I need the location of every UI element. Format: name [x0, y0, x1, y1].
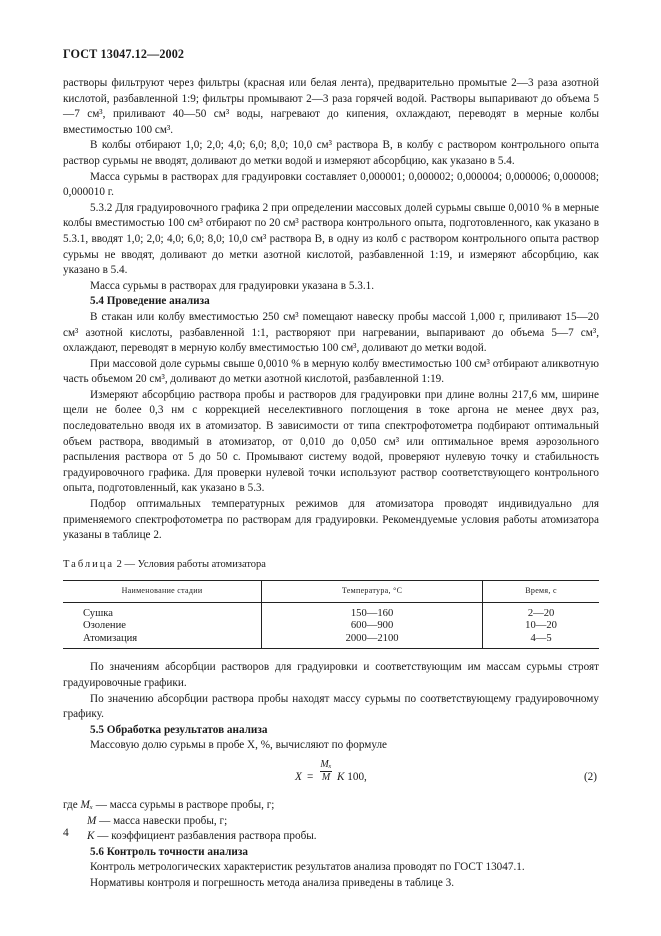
formula-rest	[337, 770, 367, 786]
table-cell-time: 2—20	[483, 602, 599, 620]
paragraph-find-mass: По значению абсорбции раствора пробы находят массу сурьмы по соответствующему градуировочному графику.	[63, 692, 599, 721]
table-cell-temperature: 2000—2100	[262, 633, 483, 649]
paragraph-temperature-modes: Подбор оптимальных температурных режимов для атомизатора проводят индивидуально для применяемого спектрофотометра по растворам для градуировки. Рекомендуемые условия работы атомизатора указаны в таблице 2.	[63, 498, 599, 542]
formula-fraction	[320, 759, 332, 784]
definition-mx	[63, 798, 599, 814]
formula-definitions	[63, 798, 599, 845]
definition-symbol: Mₓ	[80, 798, 93, 811]
table-caption	[63, 557, 599, 573]
paragraph-formula-intro: Массовую долю сурьмы в пробе X, %, вычисляют по формуле	[90, 739, 387, 752]
definition-symbol: K	[87, 830, 95, 843]
section-heading-5-6: 5.6 Контроль точности анализа	[90, 845, 248, 858]
table-row	[63, 620, 599, 633]
table-cell-temperature: 600—900	[262, 620, 483, 633]
definition-m	[63, 814, 599, 830]
table-cell-stage: Атомизация	[63, 633, 262, 649]
paragraph-sample-dissolution: В стакан или колбу вместимостью 250 см³ помещают навеску пробы массой 1,000 г, приливают 15—20 см³ азотной кислоты, разбавленной 1:1, растворяют при нагревании, выпаривают до объема 5—7 см³, охлаждают, переводят в мерную колбу вместимостью 100 см³, доливают до метки водой.	[63, 310, 599, 355]
formula-denominator: M	[321, 771, 331, 783]
atomizer-conditions-table	[63, 580, 599, 649]
formula-number: (2)	[583, 770, 597, 783]
paragraph-5-3-2: 5.3.2 Для градуировочного графика 2 при определении массовых долей сурьмы свыше 0,0010 % в мерные колбы вместимостью 100 см³ отбирают по 20 см³ раствора контрольного опыта, подготовленного, как указано в 5.3.1, вводят 1,0; 2,0; 4,0; 6,0; 8,0; 10,0 см³ раствора В, в одну из колб с раствором контрольного опыта раствор сурьмы не вводят, доливают до метки азотной кислотой, разбавленной 1:19, и измеряют абсорбцию, как указано в 5.4.	[63, 201, 599, 277]
table-cell-temperature: 150—160	[262, 602, 483, 620]
paragraph-filtration: растворы фильтруют через фильтры (красная или белая лента), предварительно промытые 2—3 раза азотной кислотой, разбавленной 1:9; фильтры промывают 2—3 раза горячей водой. Растворы выпаривают до объема 5—7 см³, приливают 40—50 см³ воды, нагревают до кипения, охлаждают, переводят в мерные колбы вместимостью 100 см³.	[63, 77, 599, 136]
table-caption-title: 2 — Условия работы атомизатора	[114, 558, 266, 570]
paragraph-graphs: По значениям абсорбции растворов для градуировки и соответствующим им массам сурьмы строят градуировочные графики.	[63, 661, 599, 689]
paragraph-absorption-measurement: Измеряют абсорбцию раствора пробы и растворов для градуировки при длине волны 217,6 мм, ширине щели не более 0,3 нм с коррекцией неселективного поглощения в токе аргона не менее двух раз, последовательно вводя их в атомизатор. В зависимости от типа спектрофотометра подбирают оптимальный объем раствора, вводимый в атомизатор, от 0,010 до 0,050 см³ или оптимальное время аэрозольного распыления раствора от 5 до 50 с. Промывают систему водой, проверяют нулевую точку и стабильность градуировочного графика. Для проверки нулевой точки используют раствор соответствующего контрольного опыта, подготовленный, как указано в 5.3.	[63, 388, 599, 495]
paragraph-aliquot: При массовой доле сурьмы свыше 0,0010 % в мерную колбу вместимостью 100 см³ отбирают аликвотную часть объемом 20 см³, доливают до метки азотной кислотой, разбавленной 1:19.	[63, 357, 599, 386]
formula-tail: 100,	[347, 770, 367, 783]
table-header-stage: Наименование стадии	[63, 581, 262, 603]
table-header-time: Время, с	[483, 581, 599, 603]
definition-symbol: M	[87, 814, 97, 827]
table-row	[63, 633, 599, 649]
table-row	[63, 602, 599, 620]
table-header-temperature: Температура, °С	[262, 581, 483, 603]
paragraph-calibration-flasks: В колбы отбирают 1,0; 2,0; 4,0; 6,0; 8,0; 10,0 см³ раствора В, в колбу с раствором контрольного опыта раствор сурьмы не вводят, доливают до метки водой и измеряют абсорбцию, как указано в 5.4.	[63, 139, 599, 167]
table-cell-time: 4—5	[483, 633, 599, 649]
section-heading-5-5: 5.5 Обработка результатов анализа	[90, 723, 268, 736]
definition-text: — коэффициент разбавления раствора пробы.	[94, 830, 317, 843]
table-cell-stage: Озоление	[83, 620, 126, 632]
formula-lhs: X	[295, 770, 302, 783]
definition-text: — масса навески пробы, г;	[96, 814, 228, 827]
section-heading-5-4: 5.4 Проведение анализа	[90, 295, 210, 308]
formula-k: K	[337, 770, 345, 783]
paragraph-antimony-mass: Масса сурьмы в растворах для градуировки составляет 0,000001; 0,000002; 0,000004; 0,000006; 0,000008; 0,000010 г.	[63, 170, 599, 199]
formula-2	[63, 756, 599, 796]
formula-numerator: Mₓ	[320, 758, 332, 770]
document-header: ГОСТ 13047.12—2002	[63, 47, 185, 61]
table-caption-prefix: Таблица	[63, 558, 115, 570]
page-number: 4	[63, 827, 69, 839]
paragraph-metrology-control: Контроль метрологических характеристик результатов анализа проводят по ГОСТ 13047.1.	[90, 861, 525, 874]
definition-text: — масса сурьмы в растворе пробы, г;	[93, 798, 275, 811]
definition-prefix: где	[63, 798, 81, 811]
table-cell-time: 10—20	[483, 620, 599, 633]
formula-equals: =	[307, 770, 314, 783]
definition-k	[63, 829, 599, 845]
document-body	[63, 76, 599, 892]
paragraph-mass-reference: Масса сурьмы в растворах для градуировки указана в 5.3.1.	[90, 279, 375, 292]
table-cell-stage: Сушка	[83, 607, 113, 619]
paragraph-norms: Нормативы контроля и погрешность метода анализа приведены в таблице 3.	[90, 876, 455, 889]
